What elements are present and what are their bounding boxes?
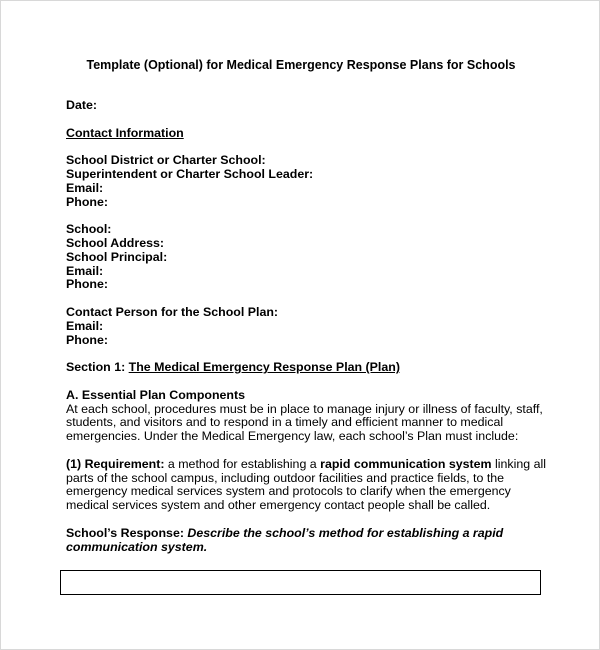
school-address-label: School Address:	[66, 235, 164, 250]
contact-information-heading: Contact Information	[66, 125, 184, 140]
requirement-first-line	[66, 458, 546, 472]
response-prompt-line	[66, 527, 546, 541]
contact-person-email-label: Email:	[66, 318, 104, 333]
document-title: Template (Optional) for Medical Emergency Response Plans for Schools	[86, 58, 516, 72]
school-response-input-box[interactable]	[60, 570, 541, 595]
requirement-line: medical services system and other emergency contact people shall be called.	[66, 498, 491, 513]
contact-person-phone-label: Phone:	[66, 332, 108, 347]
requirement-text: a method for establishing a	[164, 456, 321, 471]
school-name-label: School:	[66, 222, 112, 237]
requirement-line: parts of the school campus, including outdoor facilities and practice fields, to the	[66, 470, 505, 485]
essential-components-heading: A. Essential Plan Components	[66, 387, 246, 402]
response-label: School’s Response:	[66, 525, 188, 540]
section-1-heading	[66, 361, 546, 375]
requirement-text-end: linking all	[491, 456, 546, 471]
district-name-label: School District or Charter School:	[66, 153, 266, 168]
date-label: Date:	[66, 98, 97, 112]
components-body-line: At each school, procedures must be in place to manage injury or illness of faculty, staff,	[66, 401, 543, 416]
section-1-prefix: Section 1:	[66, 360, 129, 375]
response-instruction: Describe the school’s method for establishing a rapid	[187, 525, 504, 540]
section-1-title: The Medical Emergency Response Plan (Plan)	[128, 360, 400, 375]
school-phone-label: Phone:	[66, 277, 108, 292]
requirement-line: emergency medical services system and protocols to clarify when the emergency	[66, 484, 511, 499]
school-email-label: Email:	[66, 263, 104, 278]
requirement-emphasis: rapid communication system	[320, 456, 492, 471]
contact-person-label: Contact Person for the School Plan:	[66, 304, 279, 319]
school-principal-label: School Principal:	[66, 249, 168, 264]
superintendent-label: Superintendent or Charter School Leader:	[66, 166, 314, 181]
components-body-line: students, and visitors and to respond in a timely and efficient manner to medical	[66, 415, 504, 430]
components-body-line: emergencies. Under the Medical Emergency law, each school’s Plan must include:	[66, 429, 519, 444]
document-body	[66, 99, 546, 554]
district-phone-label: Phone:	[66, 194, 108, 209]
response-instruction-continued: communication system.	[66, 539, 208, 554]
requirement-label: (1) Requirement:	[66, 456, 165, 471]
district-email-label: Email:	[66, 180, 104, 195]
